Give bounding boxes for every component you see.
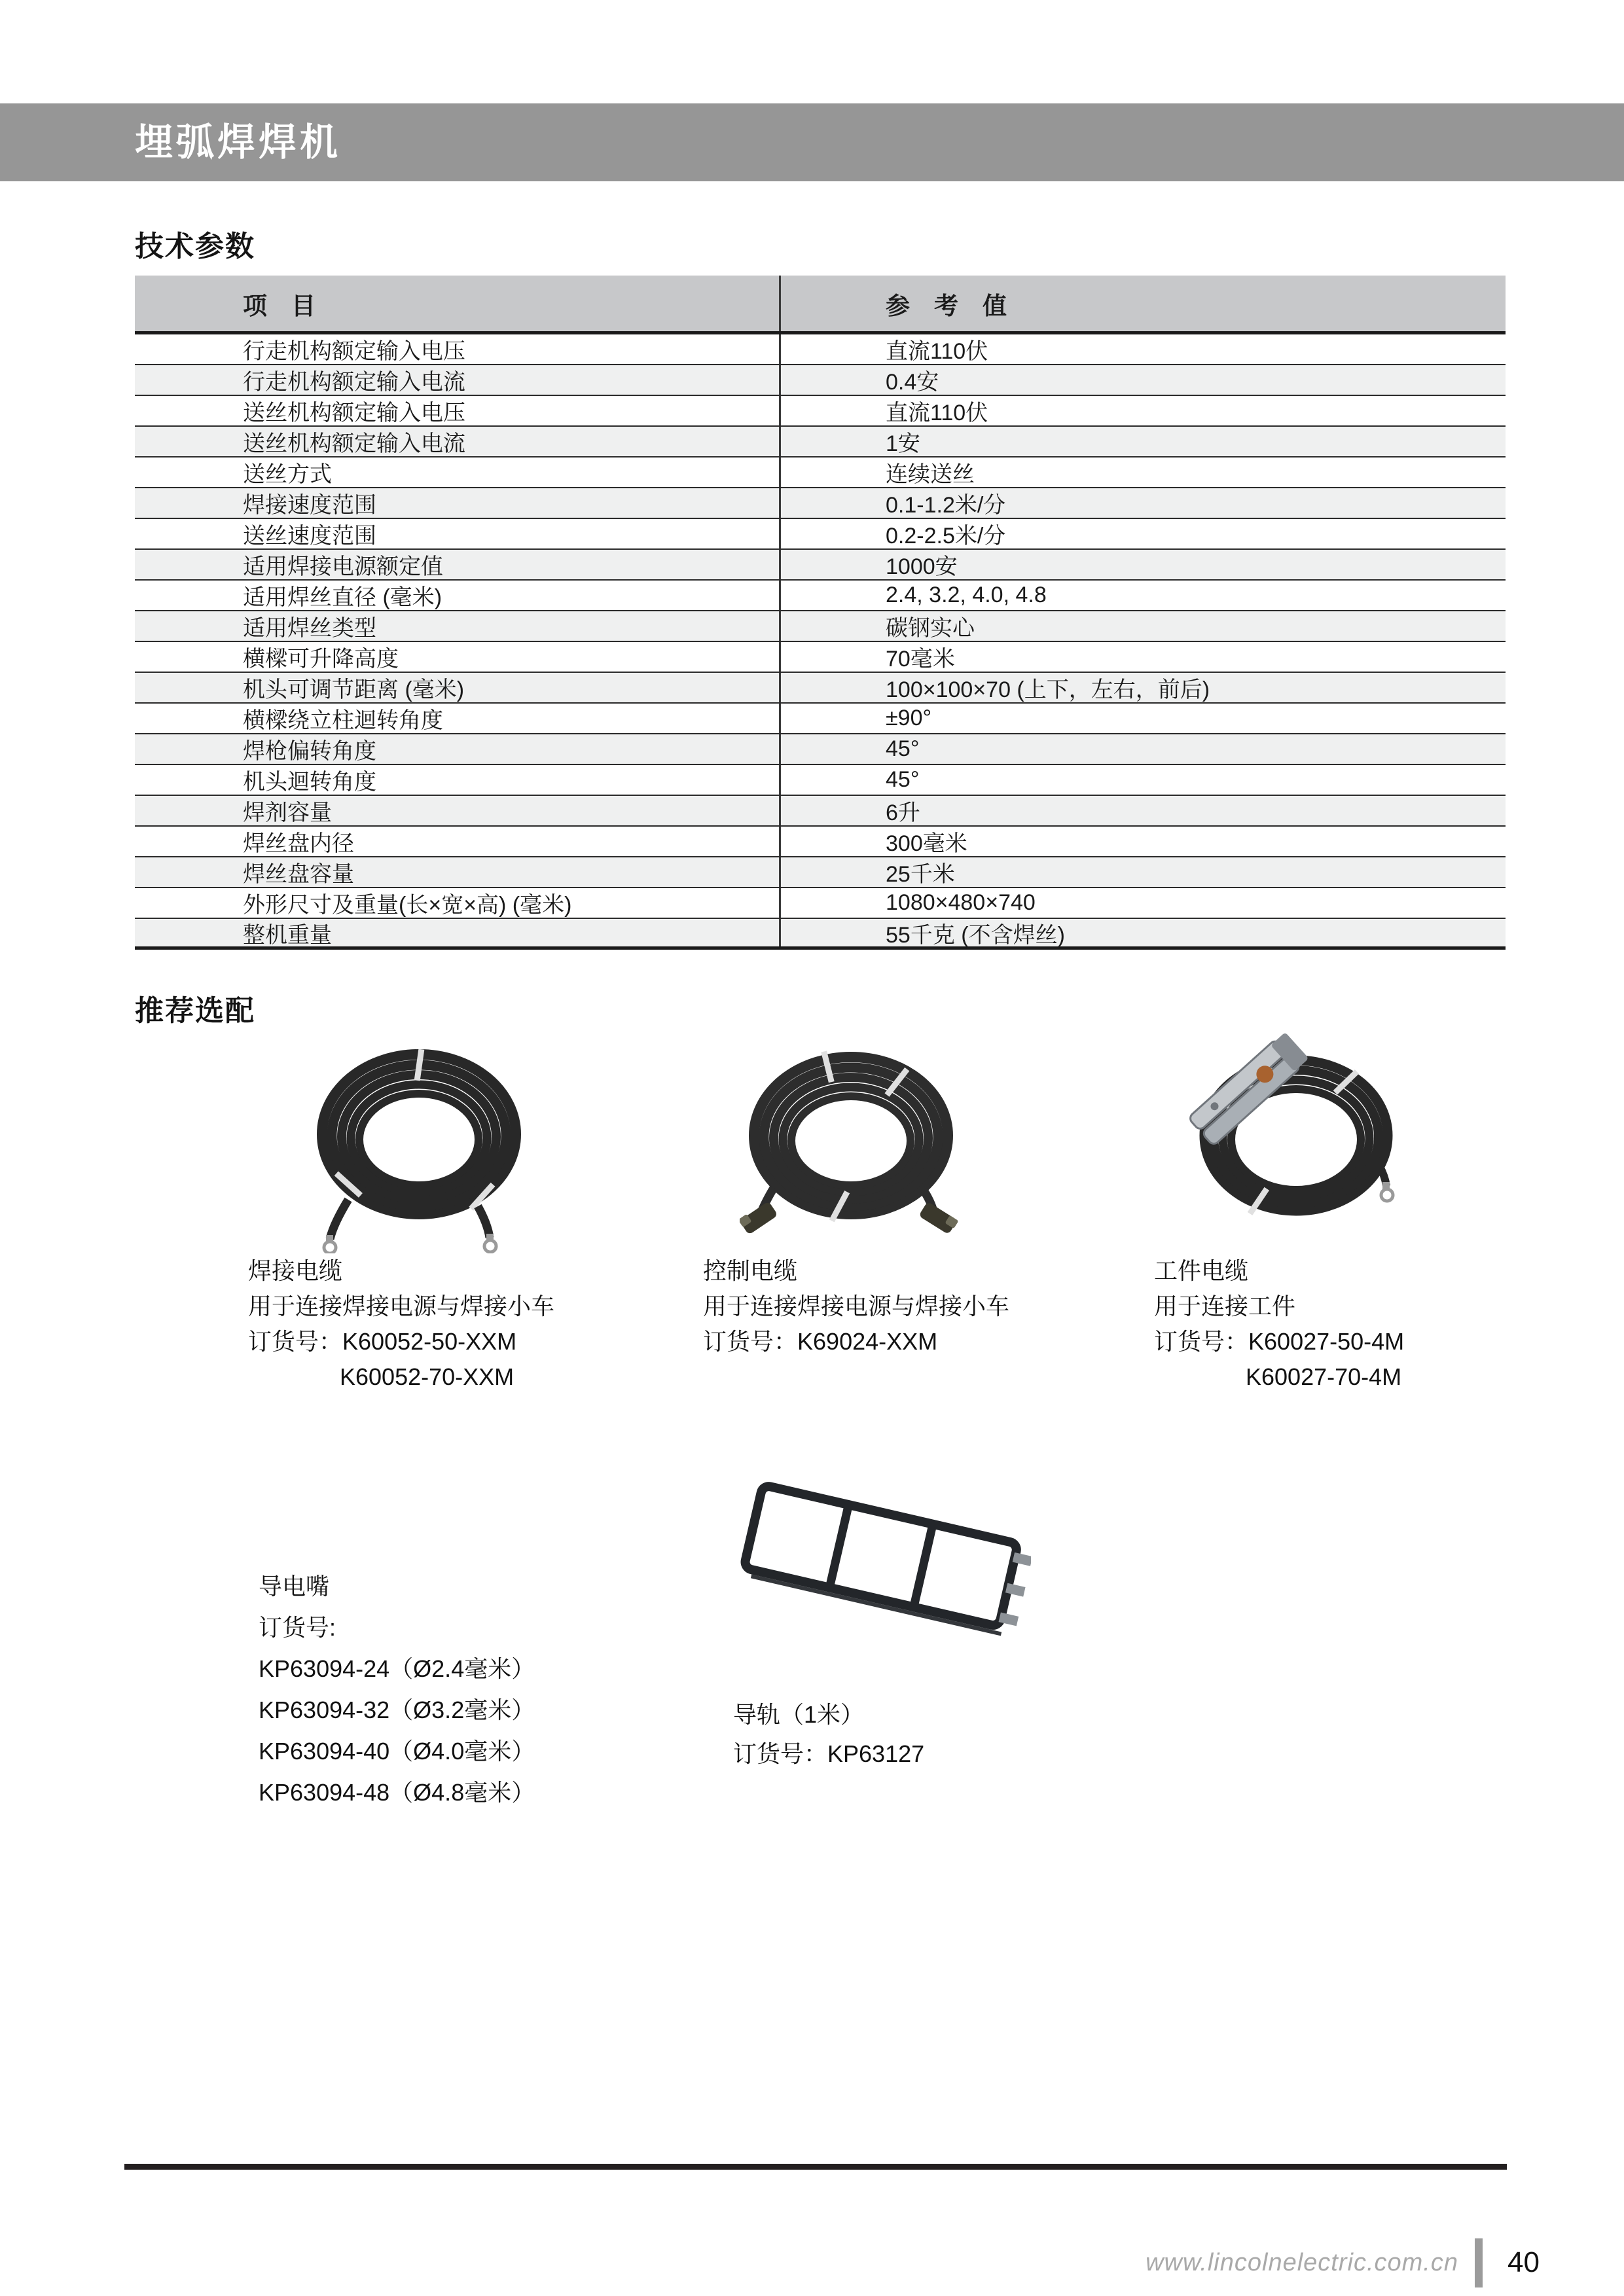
spec-label: 机头可调节距离 (毫米) — [243, 677, 465, 702]
accessory-order-line — [1154, 1324, 1404, 1359]
spec-value: 0.4安 — [779, 365, 1506, 395]
spec-value: 45° — [779, 765, 1506, 795]
table-row — [135, 888, 1506, 919]
table-row — [135, 427, 1506, 457]
spec-label: 整机重量 — [243, 922, 332, 948]
spec-value: 0.1-1.2米/分 — [779, 488, 1506, 518]
accessory-order-line — [248, 1324, 554, 1359]
page-title: 埋弧焊焊机 — [135, 121, 342, 164]
table-row — [135, 796, 1506, 827]
order-code: KP63094-48（Ø4.8毫米） — [259, 1779, 535, 1806]
spec-value: 6升 — [779, 796, 1506, 825]
accessory-caption-control-cable — [703, 1253, 1009, 1359]
footer-url: www.lincolnelectric.com.cn — [1146, 2249, 1458, 2276]
table-row — [135, 396, 1506, 427]
spec-value: 碳钢实心 — [779, 611, 1506, 641]
spec-value: ±90° — [779, 704, 1506, 733]
options-section-title: 推荐选配 — [135, 995, 255, 1027]
table-row — [135, 919, 1506, 950]
order-code: K60052-70-XXM — [340, 1363, 514, 1390]
spec-value: 1000安 — [779, 550, 1506, 579]
header-band — [0, 103, 1624, 181]
spec-value: 300毫米 — [779, 827, 1506, 856]
table-row — [135, 827, 1506, 857]
order-label: 订货号： — [1154, 1328, 1249, 1355]
spec-label: 行走机构额定输入电压 — [243, 339, 465, 364]
order-code: KP63094-32（Ø3.2毫米） — [259, 1696, 535, 1723]
spec-label: 焊丝盘容量 — [243, 862, 354, 887]
accessory-name: 导轨（1米） — [733, 1701, 865, 1728]
spec-label: 焊丝盘内径 — [243, 831, 354, 856]
order-label: 订货号： — [733, 1740, 828, 1767]
spec-value: 连续送丝 — [779, 457, 1506, 487]
spec-label: 适用焊丝类型 — [243, 616, 376, 641]
table-row — [135, 457, 1506, 488]
accessory-caption-contact-tips — [259, 1566, 535, 1813]
order-code: K60027-70-4M — [1246, 1363, 1402, 1390]
specs-section-title: 技术参数 — [135, 230, 255, 262]
spec-label: 机头迴转角度 — [243, 770, 376, 795]
column-header-item: 项 目 — [243, 292, 316, 319]
spec-value: 0.2-2.5米/分 — [779, 519, 1506, 548]
spec-label: 送丝机构额定输入电流 — [243, 431, 465, 456]
table-row — [135, 642, 1506, 673]
accessory-order-line — [733, 1734, 924, 1774]
spec-value: 直流110伏 — [779, 334, 1506, 364]
order-code: KP63094-40（Ø4.0毫米） — [259, 1738, 535, 1765]
order-code: K69024-XXM — [797, 1328, 938, 1355]
accessory-desc: 用于连接焊接电源与焊接小车 — [248, 1293, 555, 1319]
table-row — [135, 673, 1506, 704]
table-row — [135, 704, 1506, 734]
order-label: 订货号： — [703, 1328, 798, 1355]
table-row — [135, 334, 1506, 365]
table-row — [135, 857, 1506, 888]
order-code: K60052-50-XXM — [342, 1328, 517, 1355]
spec-label: 焊接速度范围 — [243, 493, 376, 518]
spec-value: 55千克 (不含焊丝) — [779, 919, 1506, 946]
spec-label: 适用焊丝直径 (毫米) — [243, 585, 442, 610]
spec-label: 外形尺寸及重量(长×宽×高) (毫米) — [243, 893, 572, 918]
accessory-desc: 用于连接焊接电源与焊接小车 — [703, 1293, 1010, 1319]
table-row — [135, 488, 1506, 519]
spec-label: 焊剂容量 — [243, 800, 332, 825]
spec-value: 1安 — [779, 427, 1506, 456]
spec-value: 直流110伏 — [779, 396, 1506, 425]
column-header-value: 参 考 值 — [779, 276, 1506, 331]
spec-label: 焊枪偏转角度 — [243, 739, 376, 764]
accessory-desc: 用于连接工件 — [1154, 1293, 1296, 1319]
accessory-name: 工件电缆 — [1154, 1257, 1249, 1284]
order-code: K60027-50-4M — [1248, 1328, 1405, 1355]
footer-rule — [124, 2164, 1507, 2170]
order-label: 订货号： — [248, 1328, 343, 1355]
spec-label: 送丝方式 — [243, 462, 332, 487]
table-row — [135, 365, 1506, 396]
spec-table-header-row — [135, 276, 1506, 334]
accessory-order-line — [703, 1324, 1009, 1359]
work-cable-clamp-photo — [1172, 1028, 1401, 1230]
spec-value: 1080×480×740 — [779, 888, 1506, 918]
welding-cable-coil-photo — [308, 1044, 530, 1253]
control-cable-coil-photo — [740, 1047, 962, 1244]
spec-label: 适用焊接电源额定值 — [243, 554, 443, 579]
table-row — [135, 765, 1506, 796]
spec-table — [135, 276, 1506, 950]
spec-value: 70毫米 — [779, 642, 1506, 672]
accessory-name: 焊接电缆 — [248, 1257, 343, 1284]
spec-label: 送丝机构额定输入电压 — [243, 401, 465, 425]
order-label: 订货号: — [259, 1614, 336, 1641]
table-row — [135, 581, 1506, 611]
spec-label: 横樑绕立柱迴转角度 — [243, 708, 443, 733]
accessory-caption-guide-rail — [733, 1695, 924, 1774]
order-code: KP63094-24（Ø2.4毫米） — [259, 1655, 535, 1682]
accessory-caption-welding-cable — [248, 1253, 554, 1395]
spec-value: 2.4, 3.2, 4.0, 4.8 — [779, 581, 1506, 610]
spec-value: 45° — [779, 734, 1506, 764]
guide-rail-photo — [730, 1466, 1031, 1649]
table-row — [135, 519, 1506, 550]
table-row — [135, 734, 1506, 765]
accessory-caption-work-cable — [1154, 1253, 1404, 1395]
spec-label: 送丝速度范围 — [243, 524, 376, 548]
spec-label: 横樑可升降高度 — [243, 647, 399, 672]
spec-value: 100×100×70 (上下，左右，前后) — [779, 673, 1506, 702]
spec-label: 行走机构额定输入电流 — [243, 370, 465, 395]
accessory-name: 导电嘴 — [259, 1573, 330, 1600]
footer-divider-bar — [1475, 2238, 1483, 2287]
table-row — [135, 611, 1506, 642]
table-row — [135, 550, 1506, 581]
spec-value: 25千米 — [779, 857, 1506, 887]
order-code: KP63127 — [827, 1740, 925, 1767]
accessory-name: 控制电缆 — [703, 1257, 798, 1284]
page-number: 40 — [1507, 2246, 1540, 2278]
